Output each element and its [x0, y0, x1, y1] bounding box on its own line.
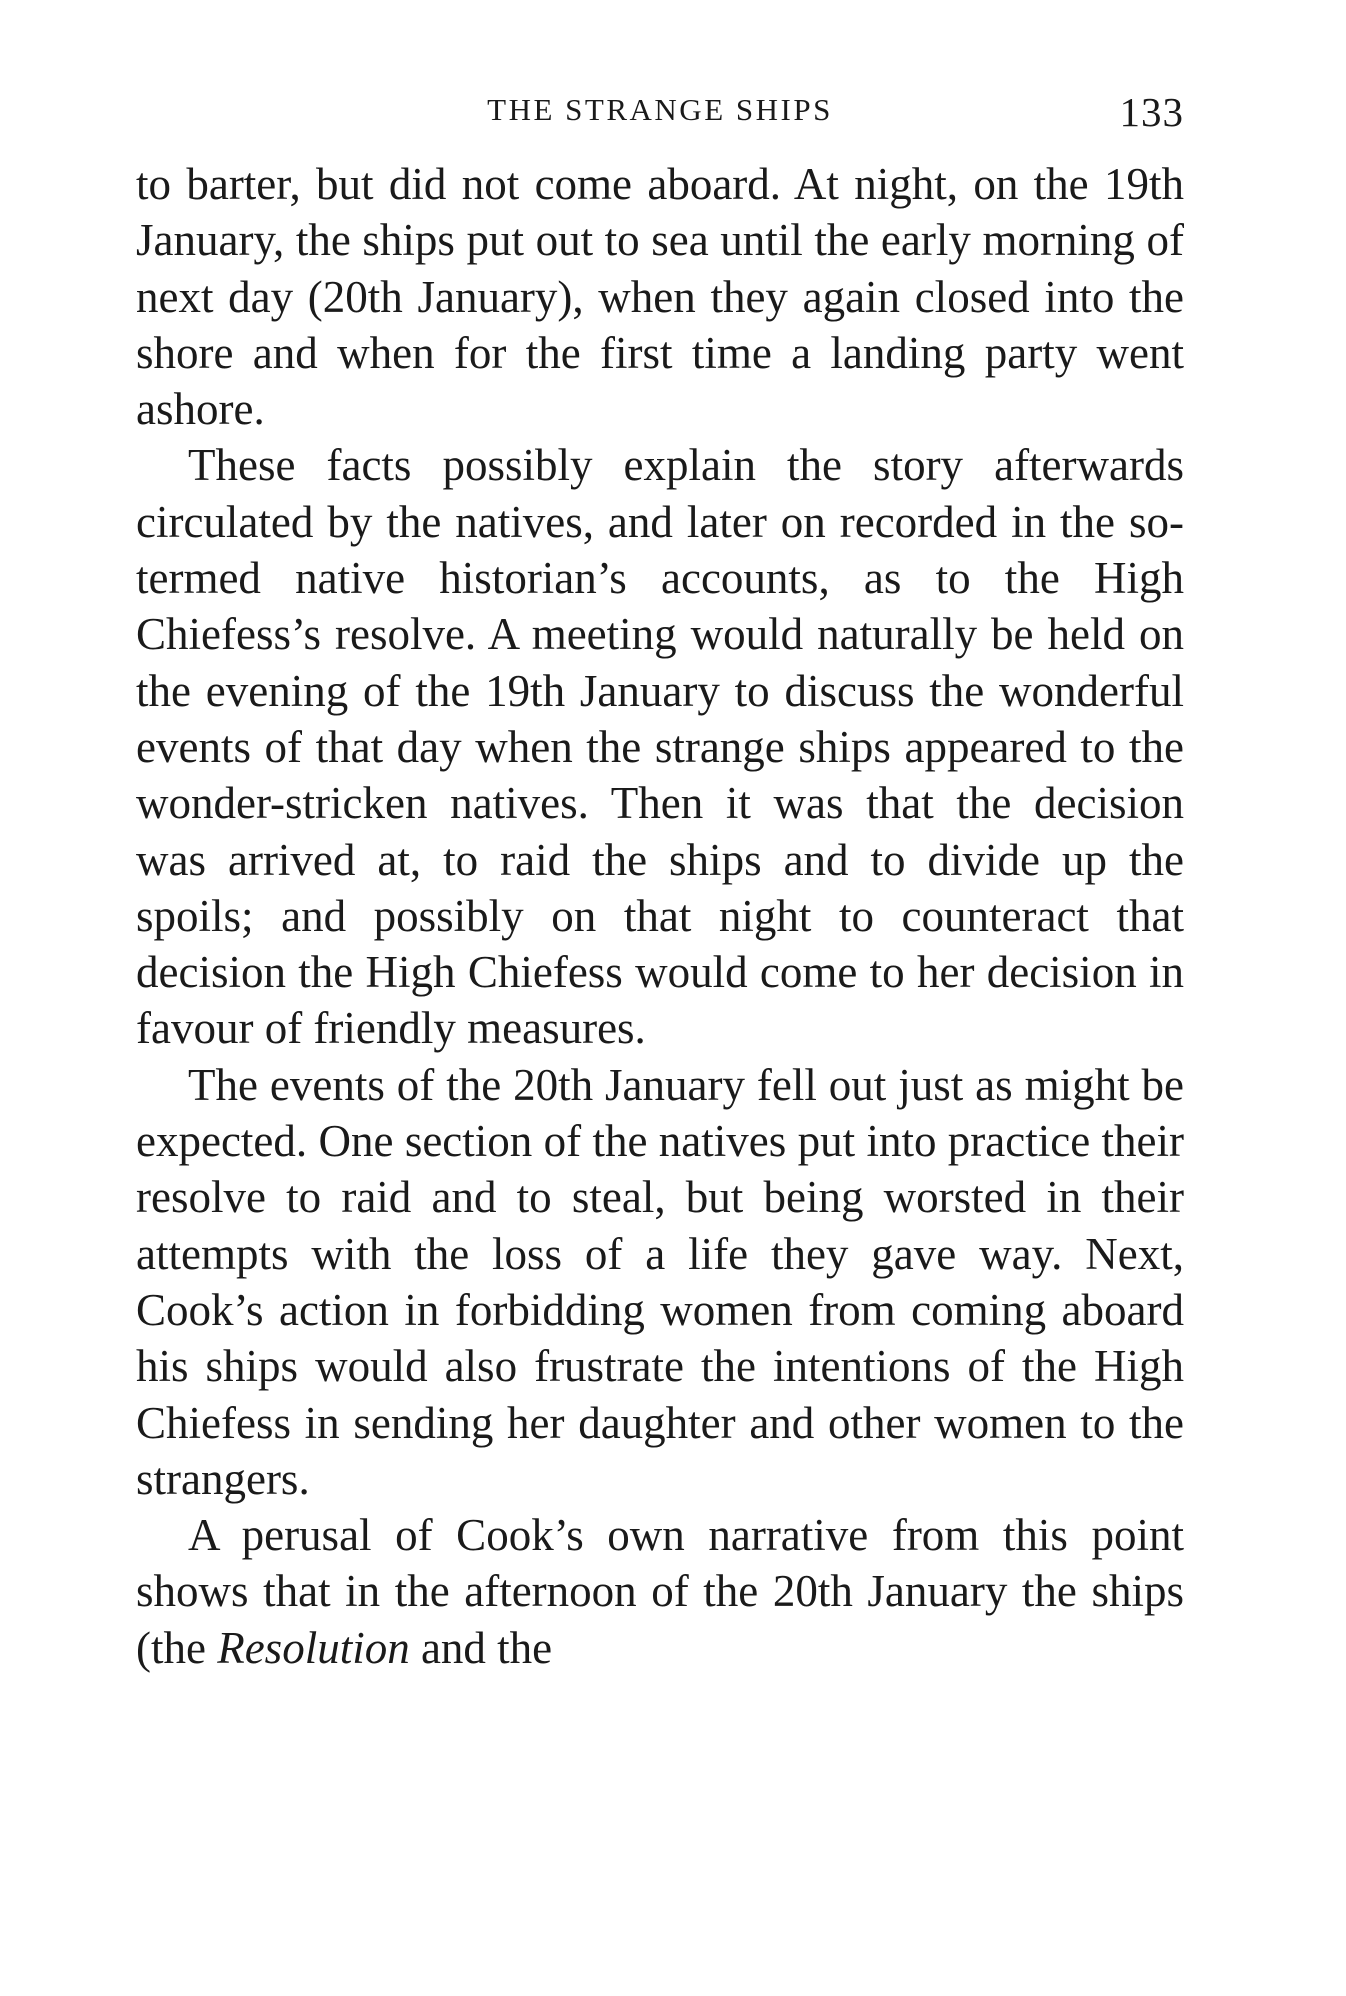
paragraph-perusal [136, 1507, 1184, 1676]
paragraph-perusal-start: A perusal of Cook’s own narrative from this point shows that in the afternoon of the 20th January the ships (the [136, 1510, 1184, 1673]
running-title: THE STRANGE SHIPS [487, 92, 833, 127]
paragraph-perusal-end: and the [409, 1622, 553, 1673]
body-text [136, 156, 1184, 1676]
paragraph-facts: These facts possibly explain the story afterwards circulated by the natives, and later on recorded in the so-termed native historian’s accounts, as to the High Chiefess’s resolve. A meeting would naturally be held on the evening of the 19th January to discuss the wonderful events of that day when the strange ships appeared to the wonder-stricken natives. Then it was that the decision was arrived at, to raid the ships and to divide up the spoils; and possibly on that night to counteract that decision the High Chiefess would come to her decision in favour of friendly measures. [136, 440, 1184, 1054]
ship-name-resolution: Resolution [217, 1622, 410, 1673]
page-number: 133 [1119, 89, 1184, 135]
paragraph-continued: to barter, but did not come aboard. At night, on the 19th January, the ships put out to sea until the early morning of next day (20th January), when they again closed into the shore and when for the first time a landing party went ashore. [136, 159, 1184, 435]
paragraph-events: The events of the 20th January fell out just as might be expected. One section of the natives put into practice their resolve to raid and to steal, but being worsted in their attempts with the loss of a life they gave way. Next, Cook’s action in forbidding women from coming aboard his ships would also frustrate the intentions of the High Chiefess in sending her daughter and other women to the strangers. [136, 1059, 1184, 1504]
running-head [136, 88, 1184, 138]
